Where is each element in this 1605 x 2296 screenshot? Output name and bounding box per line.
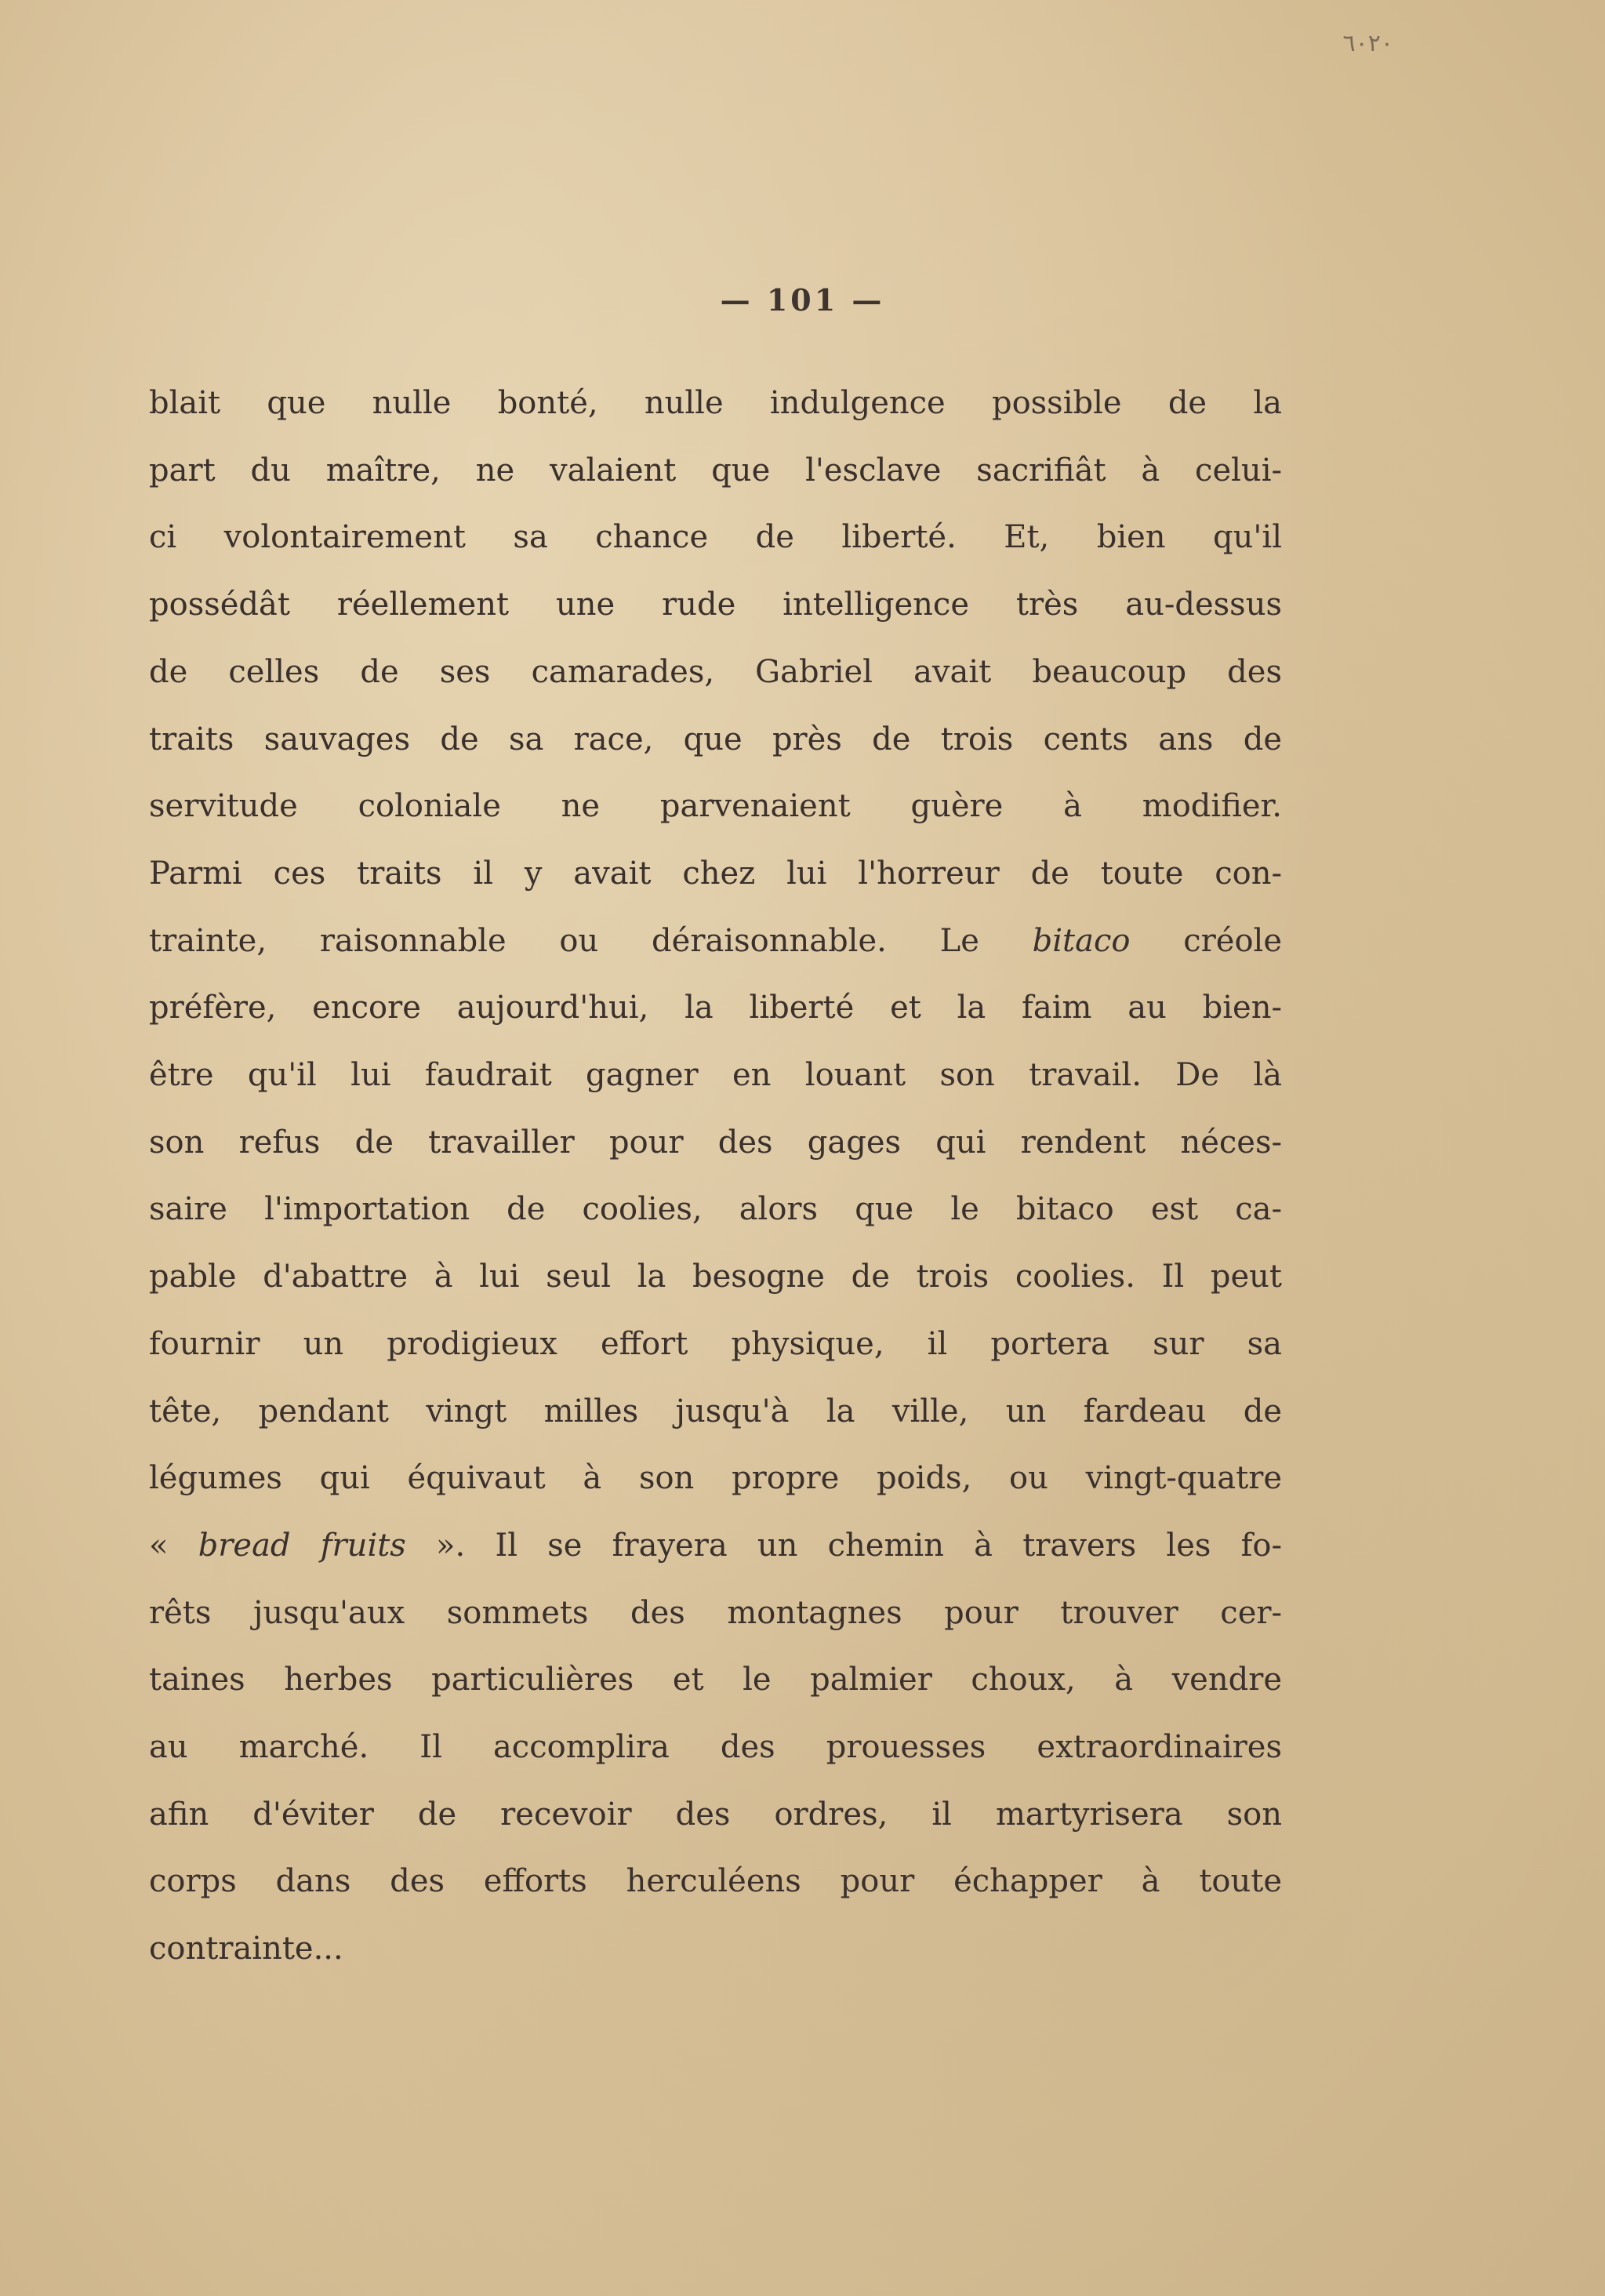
text-line: de celles de ses camarades, Gabriel avait beaucoup des [149, 653, 1282, 690]
text-line: légumes qui équivaut à son propre poids, ou vingt-quatre [149, 1460, 1282, 1497]
text-line: contrainte... [149, 1931, 343, 1967]
text-line: pable d'abattre à lui seul la besogne de trois coolies. Il peut [149, 1259, 1282, 1295]
italic-word: bread fruits [198, 1527, 406, 1564]
italic-word: bitaco [1032, 922, 1131, 959]
text-line: être qu'il lui faudrait gagner en louant son travail. De là [149, 1057, 1282, 1094]
text-line: préfère, encore aujourd'hui, la liberté et la faim au bien- [149, 990, 1282, 1026]
text-line: tête, pendant vingt milles jusqu'à la ville, un fardeau de [149, 1393, 1282, 1430]
page-number: — 101 — [720, 282, 885, 318]
text-line: au marché. Il accomplira des prouesses extraordinaires [149, 1729, 1282, 1766]
text-line: fournir un prodigieux effort physique, il portera sur sa [149, 1325, 1282, 1362]
text-line: « bread fruits ». Il se frayera un chemin à travers les fo- [149, 1527, 1283, 1564]
corner-mark: ٦٠٢٠ [1342, 30, 1393, 57]
text-line: afin d'éviter de recevoir des ordres, il martyrisera son [149, 1796, 1282, 1833]
body-text [149, 370, 1282, 1983]
text-line: Parmi ces traits il y avait chez lui l'horreur de toute con- [149, 855, 1282, 892]
text-line: son refus de travailler pour des gages qui rendent néces- [149, 1124, 1282, 1161]
text-line: possédât réellement une rude intelligence très au-dessus [149, 587, 1282, 623]
text-line: trainte, raisonnable ou déraisonnable. Le bitaco créole [149, 922, 1282, 959]
text-line: taines herbes particulières et le palmier choux, à vendre [149, 1662, 1282, 1698]
text-line: corps dans des efforts herculéens pour échapper à toute [149, 1863, 1282, 1900]
text-line: rêts jusqu'aux sommets des montagnes pour trouver cer- [149, 1594, 1282, 1631]
text-line: blait que nulle bonté, nulle indulgence possible de la [149, 385, 1282, 421]
text-line: saire l'importation de coolies, alors que le bitaco est ca- [149, 1191, 1282, 1228]
text-line: part du maître, ne valaient que l'esclave sacrifiât à celui- [149, 452, 1282, 489]
text-line: traits sauvages de sa race, que près de trois cents ans de [149, 721, 1282, 757]
text-line: servitude coloniale ne parvenaient guère à modifier. [149, 788, 1282, 825]
text-line: ci volontairement sa chance de liberté. Et, bien qu'il [149, 519, 1282, 556]
